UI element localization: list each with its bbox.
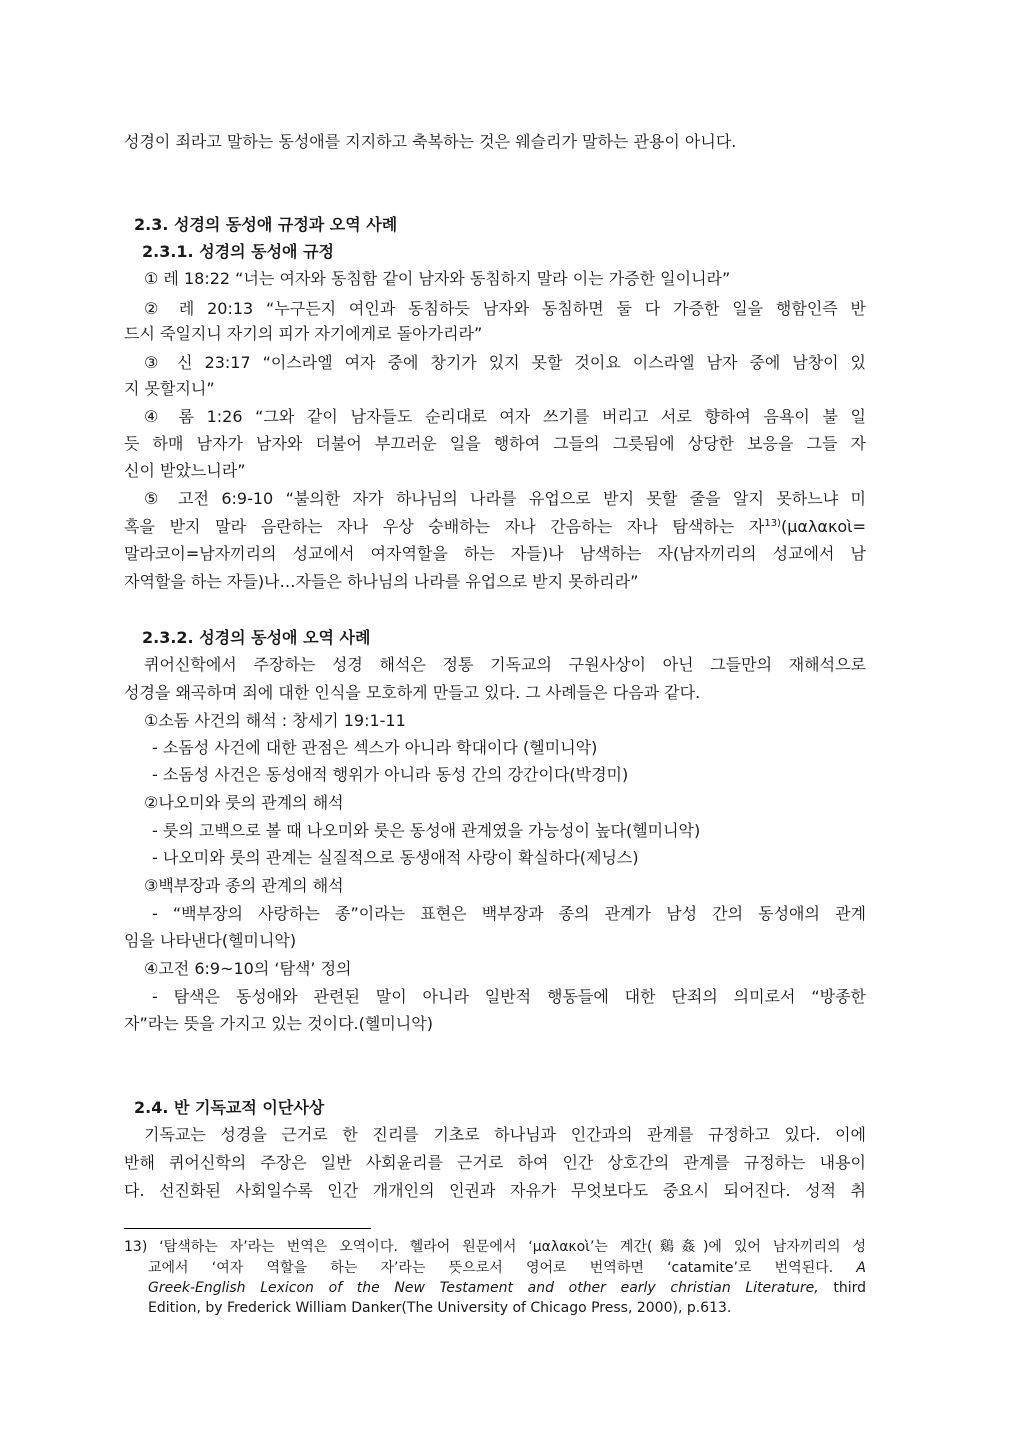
case-4-point-a-line-1: - 탐색은 동성애와 관련된 말이 아니라 일반적 행동들에 대한 단죄의 의미로서 “방종한 bbox=[152, 987, 866, 1006]
footnote-13-line-3 bbox=[148, 1278, 866, 1298]
footnote-13-line-1: 13) ‘탐색하는 자’라는 번역은 오역이다. 헬라어 원문에서 ‘μαλακοὶ’는 계간(鷄姦)에 있어 남자끼리의 성 bbox=[124, 1239, 866, 1255]
verse-5-line-2 bbox=[124, 516, 866, 538]
case-4-point-a-line-2: 자”라는 뜻을 가지고 있는 것이다.(헬미니악) bbox=[124, 1014, 433, 1033]
paragraph-2-3-2-line-2: 성경을 왜곡하며 죄에 대한 인식을 모호하게 만들고 있다. 그 사례들은 다음과 같다. bbox=[124, 683, 701, 702]
verse-5-line-2-text: 혹을 받지 말라 음란하는 자나 우상 숭배하는 자나 간음하는 자나 탐색하는 자 bbox=[124, 517, 765, 536]
footnote-13-line-2-text: 교에서 ‘여자 역할을 하는 자’라는 뜻으로서 영어로 번역하면 ‘catamite’로 번역된다. bbox=[148, 1260, 834, 1276]
section-heading-2-4: 2.4. 반 기독교적 이단사상 bbox=[134, 1098, 325, 1117]
verse-5-line-3: 말라코이=남자끼리의 성교에서 여자역할을 하는 자들)나 남색하는 자(남자끼리의 성교에서 남 bbox=[124, 544, 866, 563]
subsection-heading-2-3-1: 2.3.1. 성경의 동성애 규정 bbox=[142, 242, 334, 261]
case-3-point-a-line-1: - “백부장의 사랑하는 종”이라는 표현은 백부장과 종의 관계가 남성 간의 동성애의 관계 bbox=[152, 904, 866, 923]
case-3-title: ③백부장과 종의 관계의 해석 bbox=[144, 876, 344, 895]
case-3-point-a-line-2: 임을 나타낸다(헬미니악) bbox=[124, 931, 297, 950]
paragraph-2-4-line-1: 기독교는 성경을 근거로 한 진리를 기초로 하나님과 인간과의 관계를 규정하고 있다. 이에 bbox=[144, 1125, 866, 1144]
verse-5-line-1: ⑤ 고전 6:9-10 “불의한 자가 하나님의 나라를 유업으로 받지 못할 줄을 알지 못하느냐 미 bbox=[144, 489, 866, 508]
case-4-title: ④고전 6:9~10의 ‘탐색’ 정의 bbox=[144, 959, 352, 978]
case-1-point-b: - 소돔성 사건은 동성애적 행위가 아니라 동성 간의 강간이다(박경미) bbox=[152, 765, 629, 784]
case-2-point-b: - 나오미와 룻의 관계는 실질적으로 동생애적 사랑이 확실하다(제닝스) bbox=[152, 848, 639, 867]
footnote-13-book-title: Greek-English Lexicon of the New Testament and other early christian Literature, bbox=[148, 1280, 819, 1296]
verse-4-line-1: ④ 롬 1:26 “그와 같이 남자들도 순리대로 여자 쓰기를 버리고 서로 향하여 음욕이 불 일 bbox=[144, 407, 866, 426]
footnote-13-line-2 bbox=[148, 1258, 866, 1278]
paragraph-2-3-2-line-1: 퀴어신학에서 주장하는 성경 해석은 정통 기독교의 구원사상이 아닌 그들만의 재해석으로 bbox=[144, 655, 866, 674]
footnote-13-line-3-rest: third bbox=[833, 1280, 867, 1296]
paragraph-2-4-line-3: 다. 선진화된 사회일수록 인간 개개인의 인권과 자유가 무엇보다도 중요시 되어진다. 성적 취 bbox=[124, 1181, 866, 1200]
footnote-13-line-4: Edition, by Frederick William Danker(The University of Chicago Press, 2000), p.613. bbox=[148, 1300, 732, 1316]
verse-2-line-1: ② 레 20:13 “누구든지 여인과 동침하듯 남자와 동침하면 둘 다 가증한 일을 행함인즉 반 bbox=[144, 299, 866, 318]
verse-3-line-1: ③ 신 23:17 “이스라엘 여자 중에 창기가 있지 못할 것이요 이스라엘 남자 중에 남창이 있 bbox=[144, 353, 866, 372]
intro-text: 성경이 죄라고 말하는 동성애를 지지하고 축복하는 것은 웨슬리가 말하는 관용이 아니다. bbox=[124, 132, 737, 151]
verse-3-line-2: 지 못할지니” bbox=[124, 379, 215, 398]
verse-1: ① 레 18:22 “너는 여자와 동침함 같이 남자와 동침하지 말라 이는 가증한 일이니라” bbox=[144, 269, 731, 288]
subsection-heading-2-3-2: 2.3.2. 성경의 동성애 오역 사례 bbox=[142, 628, 371, 647]
verse-5-line-2-greek: (μαλακοὶ= bbox=[780, 517, 866, 536]
footnote-ref-13[interactable]: 13) bbox=[764, 518, 781, 529]
case-1-point-a: - 소돔성 사건에 대한 관점은 섹스가 아니라 학대이다 (헬미니악) bbox=[152, 738, 598, 757]
case-1-title: ①소돔 사건의 해석 : 창세기 19:1-11 bbox=[144, 711, 406, 730]
case-2-title: ②나오미와 룻의 관계의 해석 bbox=[144, 793, 344, 812]
footnote-divider bbox=[124, 1228, 371, 1229]
paragraph-2-4-line-2: 반해 퀴어신학의 주장은 일반 사회윤리를 근거로 하여 인간 상호간의 관계를 규정하는 내용이 bbox=[124, 1153, 866, 1172]
verse-5-line-4: 자역할을 하는 자들)나…자들은 하나님의 나라를 유업으로 받지 못하리라” bbox=[124, 572, 639, 591]
verse-4-line-3: 신이 받았느니라” bbox=[124, 461, 246, 480]
verse-2-line-2: 드시 죽일지니 자기의 피가 자기에게로 돌아가리라” bbox=[124, 324, 483, 343]
case-2-point-a: - 룻의 고백으로 볼 때 나오미와 룻은 동성애 관계였을 가능성이 높다(헬미니악) bbox=[152, 821, 701, 840]
section-heading-2-3: 2.3. 성경의 동성애 규정과 오역 사례 bbox=[134, 215, 398, 234]
footnote-13-line-2-italic: A bbox=[856, 1260, 866, 1276]
verse-4-line-2: 듯 하매 남자가 남자와 더불어 부끄러운 일을 행하여 그들의 그릇됨에 상당한 보응을 그들 자 bbox=[124, 434, 866, 453]
